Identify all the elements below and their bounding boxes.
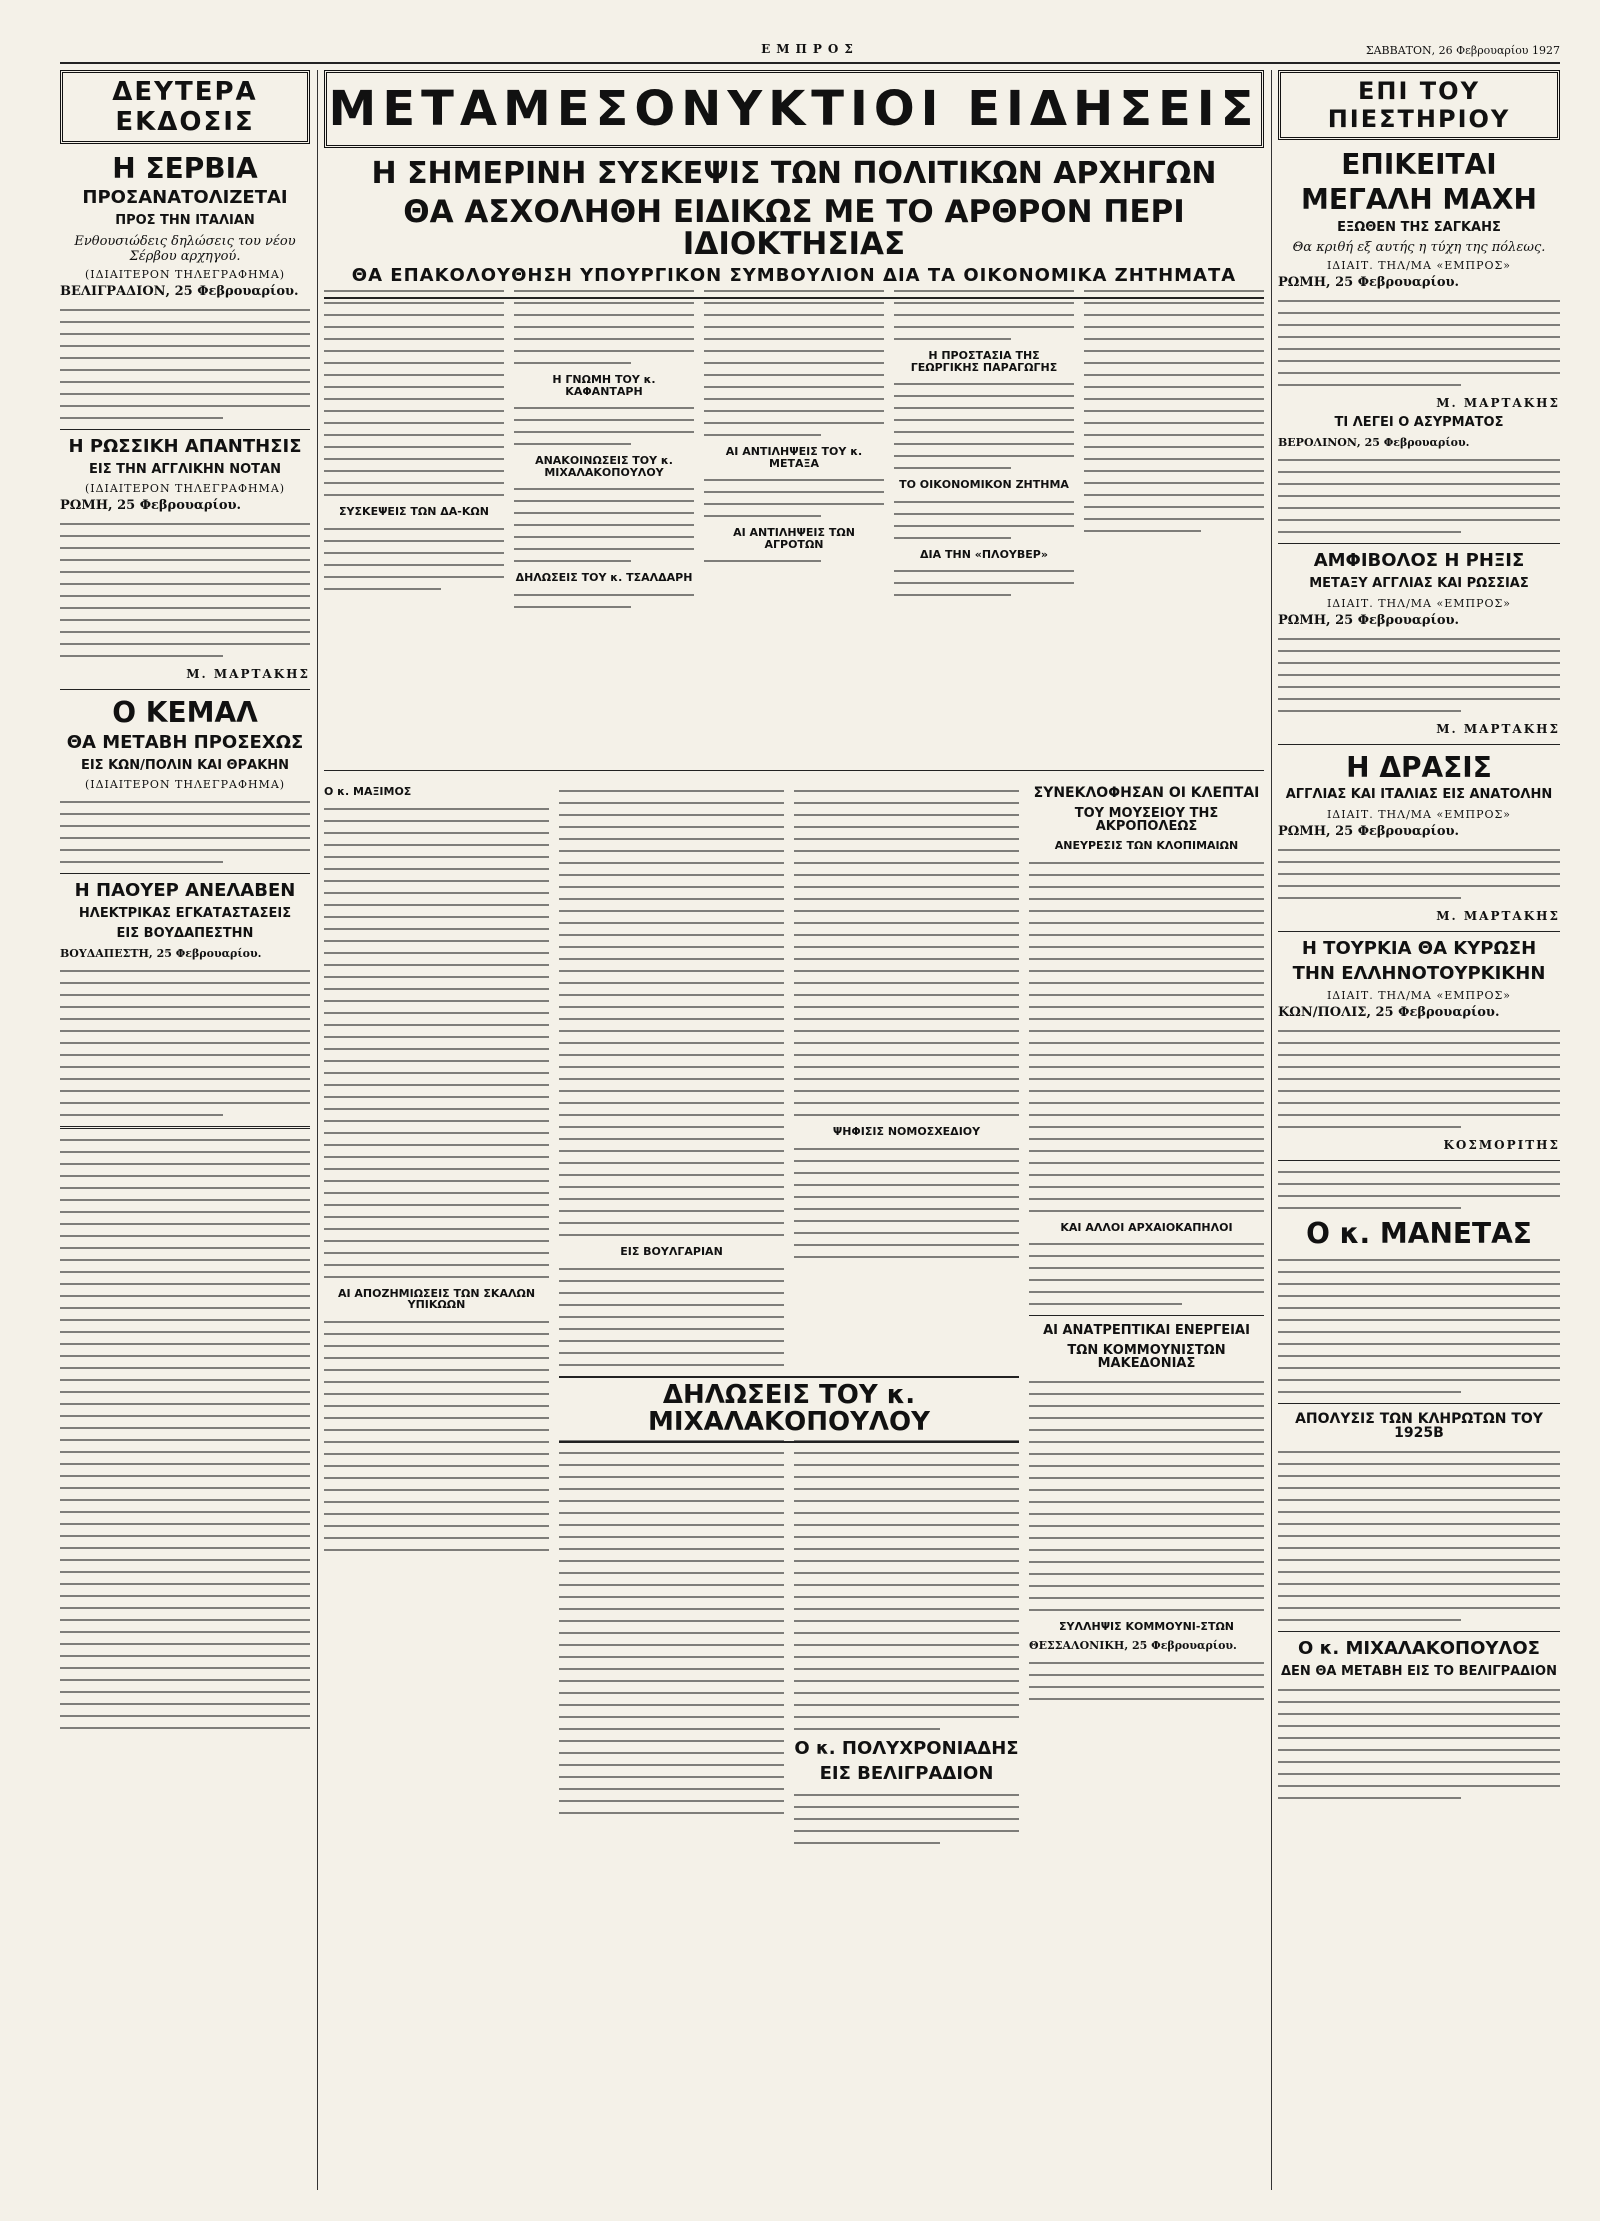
tourkia-signature: ΚΟΣΜΟΡΙΤΗΣ <box>1443 1138 1560 1153</box>
center-section <box>324 70 1264 2190</box>
amfivolos-source: ΙΔΙΑΙΤ. ΤΗΛ/ΜΑ «ΕΜΠΡΟΣ» <box>1326 596 1512 610</box>
metaxa-heading: ΑΙ ΑΝΤΙΛΗΨΕΙΣ ΤΟΥ κ. ΜΕΤΑΞΑ <box>725 445 863 470</box>
drasis-article <box>1278 750 1560 923</box>
serbia-article <box>60 154 310 419</box>
voulgaria-heading: ΕΙΣ ΒΟΥΛΓΑΡΙΑΝ <box>620 1245 723 1258</box>
russia-signature: Μ. ΜΑΡΤΑΚΗΣ <box>186 667 310 682</box>
battle-signature: Μ. ΜΑΡΤΑΚΗΣ <box>1436 396 1560 411</box>
komm-headline-1: ΑΙ ΑΝΑΤΡΕΠΤΙΚΑΙ ΕΝΕΡΓΕΙΑΙ <box>1043 1323 1250 1339</box>
battle-source: ΙΔΙΑΙΤ. ΤΗΛ/ΜΑ «ΕΜΠΡΟΣ» <box>1326 259 1512 273</box>
serbia-dateline: ΒΕΛΙΓΡΑΔΙΟΝ, 25 Φεβρουαρίου. <box>60 283 299 299</box>
tourkia-source: ΙΔΙΑΙΤ. ΤΗΛ/ΜΑ «ΕΜΠΡΟΣ» <box>1326 989 1512 1003</box>
akropoleos-headline-1: ΣΥΝΕΚΛΟΦΗΣΑΝ ΟΙ ΚΛΕΠΤΑΙ <box>1033 785 1260 801</box>
tourkia-headline-2: ΤΗΝ ΕΛΛΗΝΟΤΟΥΡΚΙΚΗΝ <box>1292 962 1546 984</box>
michal2-headline-2: ΔΕΝ ΘΑ ΜΕΤΑΒΗ ΕΙΣ ΤΟ ΒΕΛΙΓΡΑΔΙΟΝ <box>1280 1664 1557 1680</box>
polych-headline-1: Ο κ. ΠΟΛΥΧΡΟΝΙΑΔΗΣ <box>794 1738 1019 1759</box>
battle-subtitle: Θα κριθή εξ αυτής η τύχη της πόλεως. <box>1292 240 1546 256</box>
serbia-headline-2: ΠΡΟΣΑΝΑΤΟΛΙΖΕΤΑΙ <box>82 187 288 209</box>
left-banner: ΔΕΥΤΕΡΑ ΕΚΔΟΣΙΣ <box>60 70 310 144</box>
michal-decl-col-1 <box>559 1430 784 2180</box>
lead-article-headlines <box>324 158 1264 299</box>
battle-article <box>1278 150 1560 533</box>
issue-date: ΣΑΒΒΑΤΟΝ, 26 Φεβρουαρίου 1927 <box>1365 44 1560 57</box>
drasis-dateline: ΡΩΜΗ, 25 Φεβρουαρίου. <box>1278 823 1460 839</box>
newspaper-page <box>60 40 1560 2190</box>
battle-headline-1: ΕΠΙΚΕΙΤΑΙ <box>1341 148 1497 181</box>
amfivolos-signature: Μ. ΜΑΡΤΑΚΗΣ <box>1436 721 1560 736</box>
akropoleos-headline-3: ΑΝΕΥΡΕΣΙΣ ΤΩΝ ΚΛΟΠΙΜΑΙΩΝ <box>1054 838 1239 852</box>
manetas-headline: Ο κ. ΜΑΝΕΤΑΣ <box>1306 1217 1532 1251</box>
asyrmatos-dateline: ΒΕΡΟΛΙΝΟΝ, 25 Φεβρουαρίου. <box>1278 436 1470 450</box>
serbia-source: (ΙΔΙΑΙΤΕΡΟΝ ΤΗΛΕΓΡΑΦΗΜΑ) <box>84 267 286 281</box>
serbia-headline-1: Η ΣΕΡΒΙΑ <box>112 152 258 185</box>
maximos-heading: Ο κ. ΜΑΞΙΜΟΣ <box>324 785 412 798</box>
russia-headline-1: Η ΡΩΣΣΙΚΗ ΑΠΑΝΤΗΣΙΣ <box>68 435 302 457</box>
oikonomikon-heading: ΤΟ ΟΙΚΟΝΟΜΙΚΟΝ ΖΗΤΗΜΑ <box>899 478 1069 492</box>
power-headline-3: ΕΙΣ ΒΟΥΔΑΠΕΣΤΗΝ <box>116 925 254 941</box>
center-banner: ΜΕΤΑΜΕΣΟΝΥΚΤΙΟΙ ΕΙΔΗΣΕΙΣ <box>324 70 1264 148</box>
kemal-headline-2: ΘΑ ΜΕΤΑΒΗ ΠΡΟΣΕΧΩΣ <box>66 731 304 753</box>
lead-col-1 <box>324 280 504 760</box>
power-headline-2: ΗΛΕΚΤΡΙΚΑΣ ΕΓΚΑΤΑΣΤΑΣΕΙΣ <box>78 906 292 922</box>
tourkia-headline-1: Η ΤΟΥΡΚΙΑ ΘΑ ΚΥΡΩΣΗ <box>1301 937 1537 959</box>
serbia-headline-3: ΠΡΟΣ ΤΗΝ ΙΤΑΛΙΑΝ <box>115 213 255 229</box>
kemal-article <box>60 698 310 863</box>
lead-col-5 <box>1084 280 1264 760</box>
power-text-block <box>60 970 310 1116</box>
tsaldari-heading: ΔΗΛΩΣΕΙΣ ΤΟΥ κ. ΤΣΑΛΔΑΡΗ <box>515 571 693 585</box>
akropoleos-headline-2: ΤΟΥ ΜΟΥΣΕΙΟΥ ΤΗΣ ΑΚΡΟΠΟΛΕΩΣ <box>1074 805 1219 835</box>
power-dateline: ΒΟΥΔΑΠΕΣΤΗ, 25 Φεβρουαρίου. <box>60 946 262 960</box>
apolysis-article <box>1278 1412 1560 1621</box>
drasis-headline-1: Η ΔΡΑΣΙΣ <box>1346 750 1492 784</box>
russia-source: (ΙΔΙΑΙΤΕΡΟΝ ΤΗΛΕΓΡΑΦΗΜΑ) <box>84 482 286 496</box>
lead-col-3 <box>704 280 884 760</box>
tourkia-article <box>1278 937 1560 1153</box>
plouver-heading: ΔΙΑ ΤΗΝ «ΠΛΟΥΒΕΡ» <box>920 547 1048 561</box>
battle-headline-2: ΜΕΓΑΛΗ ΜΑΧΗ <box>1301 183 1537 217</box>
syskepseis-heading: ΣΥΣΚΕΨΕΙΣ ΤΩΝ ΔΑ-ΚΩΝ <box>339 505 489 518</box>
georgikis-heading: Η ΠΡΟΣΤΑΣΙΑ ΤΗΣ ΓΕΩΡΓΙΚΗΣ ΠΑΡΑΓΩΓΗΣ <box>910 349 1058 374</box>
newspaper-title: ΕΜΠΡΟΣ <box>761 42 859 56</box>
drasis-source: ΙΔΙΑΙΤ. ΤΗΛ/ΜΑ «ΕΜΠΡΟΣ» <box>1326 807 1512 821</box>
agroton-heading: ΑΙ ΑΝΤΙΛΗΨΕΙΣ ΤΩΝ ΑΓΡΟΤΩΝ <box>733 526 855 551</box>
russia-text-block <box>60 523 310 657</box>
amfivolos-headline-2: ΜΕΤΑΞΥ ΑΓΓΛΙΑΣ ΚΑΙ ΡΩΣΣΙΑΣ <box>1309 575 1529 591</box>
lead-col-4 <box>894 280 1074 760</box>
kemal-headline-3: ΕΙΣ ΚΩΝ/ΠΟΛΙΝ ΚΑΙ ΘΡΑΚΗΝ <box>80 757 290 773</box>
russia-article <box>60 435 310 682</box>
kemal-headline-1: Ο ΚΕΜΑΛ <box>112 696 258 730</box>
lead-headline-1: Η ΣΗΜΕΡΙΝΗ ΣΥΣΚΕΨΙΣ ΤΩΝ ΠΟΛΙΤΙΚΩΝ ΑΡΧΗΓΩΝ <box>371 156 1217 191</box>
russia-headline-2: ΕΙΣ ΤΗΝ ΑΓΓΛΙΚΗΝ ΝΟΤΑΝ <box>89 461 281 477</box>
drasis-headline-2: ΑΓΓΛΙΑΣ ΚΑΙ ΙΤΑΛΙΑΣ ΕΙΣ ΑΝΑΤΟΛΗΝ <box>1285 786 1553 802</box>
debate-col-4 <box>1029 780 1264 2180</box>
battle-headline-3: ΕΞΩΘΕΝ ΤΗΣ ΣΑΓΚΑΗΣ <box>1337 219 1501 235</box>
lead-headline-2: ΘΑ ΑΣΧΟΛΗΘΗ ΕΙΔΙΚΩΣ ΜΕ ΤΟ ΑΡΘΡΟΝ ΠΕΡΙ ΙΔΙΟΚΤΗΣΙΑΣ <box>403 193 1185 263</box>
amfivolos-headline-1: ΑΜΦΙΒΟΛΟΣ Η ΡΗΞΙΣ <box>1313 550 1525 572</box>
right-column <box>1278 70 1560 2190</box>
archaiokapiloi-heading: ΚΑΙ ΑΛΛΟΙ ΑΡΧΑΙΟΚΑΠΗΛΟΙ <box>1060 1220 1233 1234</box>
lead-col-2 <box>514 280 694 760</box>
right-banner: ΕΠΙ ΤΟΥ ΠΙΕΣΤΗΡΙΟΥ <box>1278 70 1560 140</box>
michal2-headline-1: Ο κ. ΜΙΧΑΛΑΚΟΠΟΥΛΟΣ <box>1298 1638 1540 1660</box>
manetas-article <box>1278 1219 1560 1392</box>
apozimioseis-heading: ΑΙ ΑΠΟΖΗΜΙΩΣΕΙΣ ΤΩΝ ΣΚΑΛΩΝ ΥΠΙΚΩΩΝ <box>337 1286 536 1312</box>
kemal-text-block <box>60 801 310 863</box>
kafantari-heading: Η ΓΝΩΜΗ ΤΟΥ κ. ΚΑΦΑΝΤΑΡΗ <box>552 373 656 398</box>
power-article <box>60 882 310 1115</box>
serbia-subtitle: Ενθουσιώδεις δηλώσεις του νέου Σέρβου αρχηγού. <box>74 233 296 264</box>
debate-col-1 <box>324 780 549 2180</box>
left-column <box>60 70 310 2190</box>
michalakopoulou-heading: ΑΝΑΚΟΙΝΩΣΕΙΣ ΤΟΥ κ. ΜΙΧΑΛΑΚΟΠΟΥΛΟΥ <box>535 454 673 479</box>
michal-decl-col-2 <box>794 1430 1019 2180</box>
syllipsis-heading: ΣΥΛΛΗΨΙΣ ΚΟΜΜΟΥΝΙ-ΣΤΩΝ <box>1058 1619 1235 1633</box>
amfivolos-dateline: ΡΩΜΗ, 25 Φεβρουαρίου. <box>1278 612 1460 628</box>
michal-decl-heading: ΔΗΛΩΣΕΙΣ ΤΟΥ κ. ΜΙΧΑΛΑΚΟΠΟΥΛΟΥ <box>559 1376 1019 1443</box>
russia-dateline: ΡΩΜΗ, 25 Φεβρουαρίου. <box>60 498 242 514</box>
power-headline-1: Η ΠΑΟΥΕΡ ΑΝΕΛΑΒΕΝ <box>74 880 296 902</box>
michal2-article <box>1278 1640 1560 1799</box>
amfivolos-article <box>1278 552 1560 736</box>
battle-dateline: ΡΩΜΗ, 25 Φεβρουαρίου. <box>1278 275 1460 291</box>
apolysis-headline: ΑΠΟΛΥΣΙΣ ΤΩΝ ΚΛΗΡΩΤΩΝ ΤΟΥ 1925Β <box>1295 1410 1543 1442</box>
masthead <box>60 40 1560 64</box>
polych-headline-2: ΕΙΣ ΒΕΛΙΓΡΑΔΙΟΝ <box>819 1762 994 1784</box>
thessaloniki-dateline: ΘΕΣΣΑΛΟΝΙΚΗ, 25 Φεβρουαρίου. <box>1029 1638 1237 1652</box>
asyrmatos-heading: ΤΙ ΛΕΓΕΙ Ο ΑΣΥΡΜΑΤΟΣ <box>1334 415 1504 431</box>
drasis-signature: Μ. ΜΑΡΤΑΚΗΣ <box>1436 908 1560 923</box>
lead-headline-3: ΘΑ ΕΠΑΚΟΛΟΥΘΗΣΗ ΥΠΟΥΡΓΙΚΟΝ ΣΥΜΒΟΥΛΙΟΝ ΔΙΑ ΤΑ ΟΙΚΟΝΟΜΙΚΑ ΖΗΤΗΜΑΤΑ <box>351 264 1237 286</box>
continued-text-block <box>60 1139 310 1729</box>
kemal-source: (ΙΔΙΑΙΤΕΡΟΝ ΤΗΛΕΓΡΑΦΗΜΑ) <box>84 778 286 792</box>
komm-headline-2: ΤΩΝ ΚΟΜΜΟΥΝΙΣΤΩΝ ΜΑΚΕΔΟΝΙΑΣ <box>1067 1342 1226 1372</box>
michal-decl-block <box>559 1370 1019 1438</box>
votes-heading: ΨΗΦΙΣΙΣ ΝΟΜΟΣΧΕΔΙΟΥ <box>832 1125 981 1138</box>
tourkia-dateline: ΚΩΝ/ΠΟΛΙΣ, 25 Φεβρουαρίου. <box>1278 1005 1500 1021</box>
serbia-text-block <box>60 309 310 419</box>
